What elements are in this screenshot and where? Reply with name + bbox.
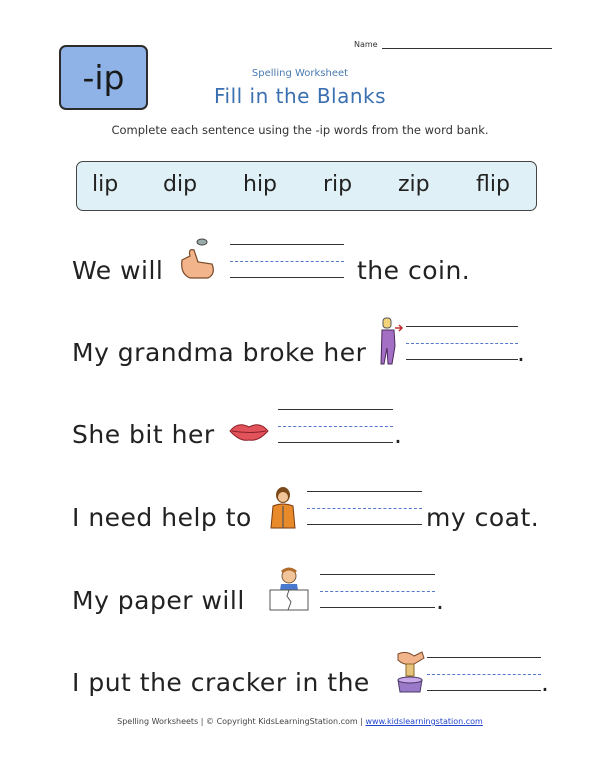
name-label: Name xyxy=(354,40,378,49)
word-bank-item: lip xyxy=(92,172,119,197)
sentence-6-start: I put the cracker in the xyxy=(72,668,370,697)
sentence-1-start: We will xyxy=(72,256,164,285)
answer-blank-3[interactable] xyxy=(278,409,393,443)
word-bank-item: zip xyxy=(398,172,430,197)
sentence-2-start: My grandma broke her xyxy=(72,338,367,367)
lips-icon xyxy=(228,420,270,442)
dipping-cracker-icon xyxy=(394,648,428,694)
sentence-2-end: . xyxy=(517,338,526,367)
instructions: Complete each sentence using the -ip words from the word bank. xyxy=(111,123,489,137)
sentence-5-start: My paper will xyxy=(72,586,245,615)
answer-blank-6[interactable] xyxy=(427,657,541,691)
worksheet-title: Fill in the Blanks xyxy=(213,84,387,108)
ripping-paper-icon xyxy=(268,566,310,612)
answer-blank-4[interactable] xyxy=(307,491,422,525)
word-bank-item: dip xyxy=(163,172,198,197)
answer-blank-1[interactable] xyxy=(230,244,344,278)
word-bank-item: hip xyxy=(243,172,278,197)
hip-icon xyxy=(378,316,404,366)
answer-blank-2[interactable] xyxy=(406,326,518,360)
sentence-3-end: . xyxy=(394,420,403,449)
sentence-5-end: . xyxy=(436,586,445,615)
thumb-flipping-coin-icon xyxy=(176,234,218,282)
word-bank xyxy=(76,161,537,211)
zipping-coat-icon xyxy=(266,486,300,530)
footer xyxy=(0,717,600,726)
word-bank-item: rip xyxy=(323,172,353,197)
worksheet-subtitle: Spelling Worksheet xyxy=(251,68,349,79)
name-input-line[interactable] xyxy=(382,48,552,49)
sentence-4-start: I need help to xyxy=(72,503,252,532)
ip-badge: -ip xyxy=(59,45,148,110)
sentence-6-end: . xyxy=(541,668,550,697)
answer-blank-5[interactable] xyxy=(320,574,435,608)
sentence-3-start: She bit her xyxy=(72,420,215,449)
footer-copyright: | © Copyright KidsLearningStation.com | xyxy=(200,717,363,726)
sentence-1-end: the coin. xyxy=(357,256,471,285)
footer-website-link[interactable]: www.kidslearningstation.com xyxy=(365,717,483,726)
footer-left-text: Spelling Worksheets xyxy=(117,717,199,726)
sentence-4-end: my coat. xyxy=(426,503,540,532)
word-bank-item: flip xyxy=(476,172,510,197)
